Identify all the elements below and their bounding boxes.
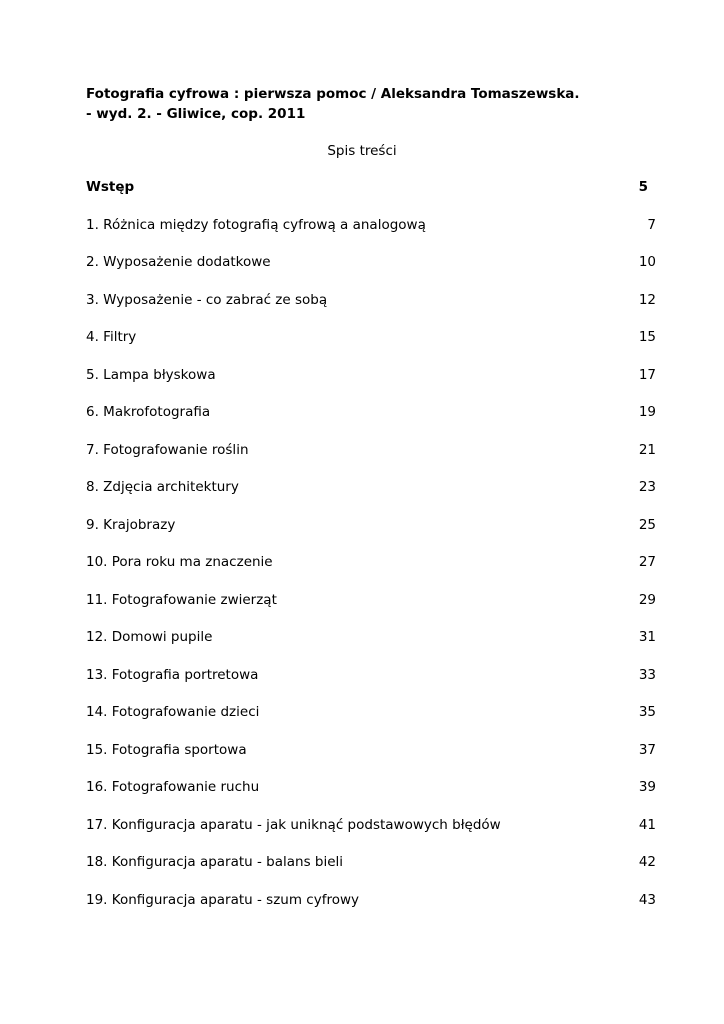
toc-entry-page-number: 43 bbox=[638, 891, 656, 908]
toc-entry-page-number: 35 bbox=[638, 704, 656, 720]
bibliographic-header-line-1: Fotografia cyfrowa : pierwsza pomoc / Aleksandra Tomaszewska. bbox=[86, 86, 580, 102]
toc-entry bbox=[86, 327, 656, 365]
toc-entry bbox=[86, 702, 656, 740]
toc-entry bbox=[86, 777, 656, 815]
toc-entry bbox=[86, 515, 656, 553]
toc-entry-label: 7. Fotografowanie roślin bbox=[86, 441, 249, 458]
toc-entry-page-number: 5 bbox=[638, 179, 648, 195]
bibliographic-header-line-2: - wyd. 2. - Gliwice, cop. 2011 bbox=[86, 106, 306, 122]
toc-entry bbox=[86, 740, 656, 778]
toc-entry-label: 14. Fotografowanie dzieci bbox=[86, 704, 260, 720]
toc-entry-page-number: 7 bbox=[647, 216, 656, 233]
toc-entry-page-number: 39 bbox=[638, 779, 656, 795]
toc-entry-label: 10. Pora roku ma znaczenie bbox=[86, 554, 273, 570]
toc-entry-label: 13. Fotografia portretowa bbox=[86, 666, 259, 683]
toc-entry-label: 4. Filtry bbox=[86, 329, 137, 345]
toc-entry-page-number: 41 bbox=[638, 816, 656, 833]
toc-entry bbox=[86, 665, 656, 703]
toc-entry bbox=[86, 440, 656, 478]
toc-entry bbox=[86, 477, 656, 515]
toc-entry-page-number: 25 bbox=[638, 516, 656, 533]
toc-entry-label: 12. Domowi pupile bbox=[86, 629, 213, 645]
toc-title: Spis treści bbox=[327, 143, 397, 159]
toc-entry-label: 6. Makrofotografia bbox=[86, 404, 211, 420]
toc-entry bbox=[86, 852, 656, 890]
toc-entry bbox=[86, 252, 656, 290]
toc-entry bbox=[86, 177, 656, 215]
toc-entry bbox=[86, 590, 656, 628]
toc-entry-page-number: 21 bbox=[638, 441, 656, 458]
toc-entry-page-number: 17 bbox=[638, 366, 656, 383]
toc-entry bbox=[86, 215, 656, 253]
toc-entry-page-number: 23 bbox=[638, 479, 656, 495]
toc-entry-label: 19. Konfiguracja aparatu - szum cyfrowy bbox=[86, 891, 360, 908]
toc-entry bbox=[86, 552, 656, 590]
toc-entry-label: 9. Krajobrazy bbox=[86, 516, 176, 533]
toc-entry-page-number: 19 bbox=[638, 404, 656, 420]
toc-entry bbox=[86, 402, 656, 440]
toc-entry-page-number: 29 bbox=[638, 591, 656, 608]
toc-entry bbox=[86, 290, 656, 328]
toc-entry bbox=[86, 890, 656, 928]
toc-entry bbox=[86, 365, 656, 403]
toc-entry-label: 17. Konfiguracja aparatu - jak uniknąć podstawowych błędów bbox=[86, 816, 501, 833]
toc-entry-label: 18. Konfiguracja aparatu - balans bieli bbox=[86, 854, 344, 870]
toc-entry-page-number: 31 bbox=[638, 629, 656, 645]
toc-entry-label: 2. Wyposażenie dodatkowe bbox=[86, 254, 271, 270]
table-of-contents bbox=[86, 177, 656, 927]
toc-entry-label: 5. Lampa błyskowa bbox=[86, 366, 216, 383]
toc-entry-page-number: 33 bbox=[638, 666, 656, 683]
toc-entry-label: 15. Fotografia sportowa bbox=[86, 741, 247, 758]
toc-entry bbox=[86, 815, 656, 853]
toc-entry-label: 16. Fotografowanie ruchu bbox=[86, 779, 260, 795]
toc-entry-label: 1. Różnica między fotografią cyfrową a analogową bbox=[86, 216, 426, 233]
toc-entry-label: 8. Zdjęcia architektury bbox=[86, 479, 239, 495]
toc-entry bbox=[86, 627, 656, 665]
toc-entry-page-number: 12 bbox=[638, 291, 656, 308]
toc-entry-page-number: 42 bbox=[638, 854, 656, 870]
toc-entry-page-number: 37 bbox=[638, 741, 656, 758]
toc-entry-label: Wstęp bbox=[86, 179, 135, 195]
toc-entry-label: 3. Wyposażenie - co zabrać ze sobą bbox=[86, 291, 328, 308]
toc-entry-label: 11. Fotografowanie zwierząt bbox=[86, 591, 277, 608]
toc-entry-page-number: 15 bbox=[638, 329, 656, 345]
toc-entry-page-number: 27 bbox=[638, 554, 656, 570]
toc-entry-page-number: 10 bbox=[638, 254, 656, 270]
